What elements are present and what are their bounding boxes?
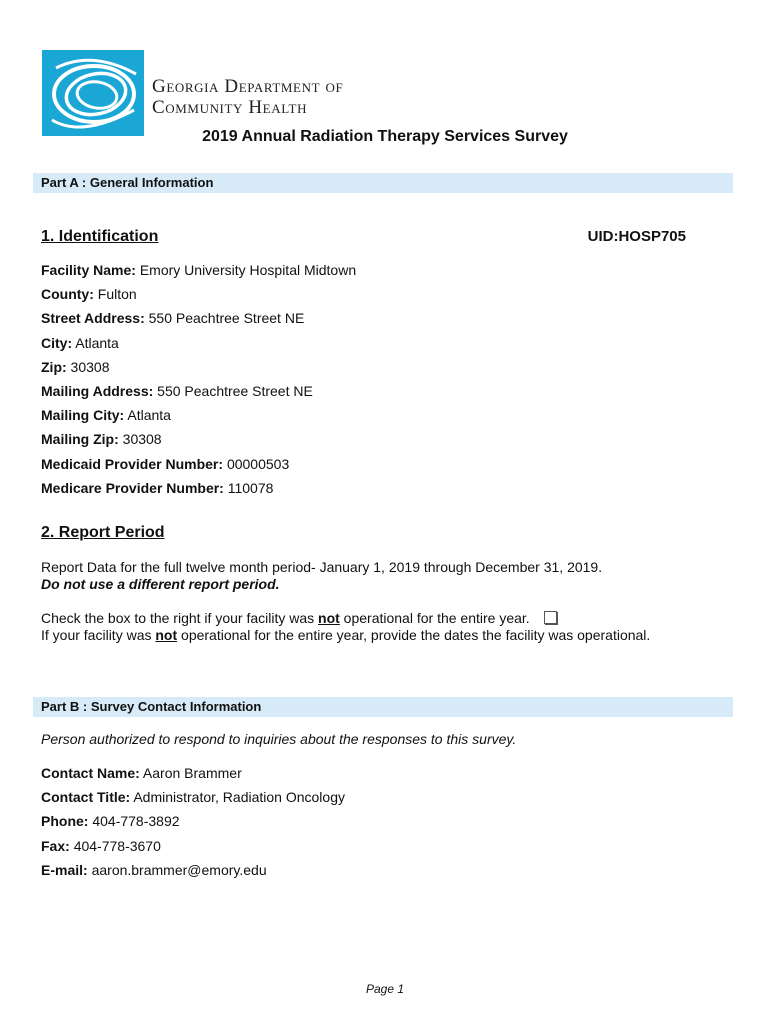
field-value: 30308: [70, 358, 110, 375]
field-value: Aaron Brammer: [142, 765, 242, 781]
dates-text-post: operational for the entire year, provide the dates the facility was operational.: [177, 627, 651, 643]
field-value: aaron.brammer@emory.edu: [91, 861, 267, 878]
page-number: Page 1: [365, 982, 405, 996]
field-medicaid-number: [41, 456, 356, 480]
field-label: Medicaid Provider Number:: [41, 455, 224, 472]
field-street-address: [41, 310, 356, 334]
field-label: Mailing Address:: [41, 382, 154, 399]
field-value: Administrator, Radiation Oncology: [133, 789, 345, 806]
field-label: Street Address:: [41, 310, 145, 327]
check-text-pre: Check the box to the right if your facility was: [41, 610, 319, 626]
field-county: [41, 286, 356, 310]
report-period-warning: Do not use a different report period.: [41, 576, 280, 592]
field-label: Medicare Provider Number:: [41, 479, 224, 496]
uid-value: UID:HOSP705: [587, 228, 686, 245]
field-city: [41, 335, 356, 359]
field-value: Emory University Hospital Midtown: [139, 262, 357, 278]
part-b-header: Part B : Survey Contact Information: [33, 697, 733, 717]
gdch-swirl-logo-icon: [42, 50, 144, 136]
field-phone: [41, 813, 345, 837]
field-contact-title: [41, 789, 345, 813]
dates-text-not: not: [155, 627, 178, 643]
field-mailing-zip: [41, 431, 356, 455]
report-period-heading: 2. Report Period: [41, 524, 165, 541]
field-value: 550 Peachtree Street NE: [157, 382, 313, 399]
contact-note: Person authorized to respond to inquiries about the responses to this survey.: [41, 731, 517, 747]
field-value: 110078: [227, 479, 274, 496]
field-label: Phone:: [41, 813, 89, 830]
field-value: 404-778-3892: [92, 813, 180, 830]
document-title: 2019 Annual Radiation Therapy Services Survey: [202, 128, 568, 145]
field-value: Atlanta: [75, 334, 119, 351]
field-value: 550 Peachtree Street NE: [148, 310, 305, 327]
field-zip: [41, 359, 356, 383]
identification-fields: [41, 262, 356, 504]
part-a-header: Part A : General Information: [33, 173, 733, 193]
field-mailing-city: [41, 407, 356, 431]
operational-dates-line: [41, 627, 650, 644]
org-name: [152, 76, 343, 118]
field-label: City:: [41, 334, 73, 351]
field-label: Mailing Zip:: [41, 431, 119, 448]
field-value: Atlanta: [127, 407, 171, 424]
field-medicare-number: [41, 480, 356, 504]
field-facility-name: [41, 262, 356, 286]
field-mailing-address: [41, 383, 356, 407]
field-label: Zip:: [41, 358, 67, 375]
check-text-post: operational for the entire year.: [339, 610, 530, 626]
check-text-not: not: [318, 610, 340, 626]
field-label: Contact Name:: [41, 765, 140, 781]
contact-fields: [41, 765, 345, 886]
field-value: 404-778-3670: [73, 837, 161, 854]
not-operational-line: [41, 610, 557, 627]
identification-heading: 1. Identification: [41, 228, 159, 245]
field-label: Contact Title:: [41, 789, 131, 806]
dates-text-pre: If your facility was: [41, 627, 156, 643]
field-label: County:: [41, 286, 94, 303]
field-label: Fax:: [41, 837, 70, 854]
org-name-line2: Community Health: [152, 97, 308, 118]
org-name-line1: Georgia Department of: [152, 76, 344, 97]
field-label: E-mail:: [41, 861, 88, 878]
field-email: [41, 862, 345, 886]
report-period-text: Report Data for the full twelve month period- January 1, 2019 through December 31, 2019.: [41, 559, 603, 575]
gdch-logo: [42, 50, 402, 140]
field-value: 30308: [122, 431, 162, 448]
field-contact-name: [41, 765, 345, 789]
field-value: Fulton: [97, 286, 137, 303]
field-label: Facility Name:: [41, 262, 136, 278]
not-operational-checkbox[interactable]: [544, 611, 557, 624]
field-label: Mailing City:: [41, 407, 125, 424]
field-fax: [41, 838, 345, 862]
field-value: 00000503: [226, 455, 290, 472]
